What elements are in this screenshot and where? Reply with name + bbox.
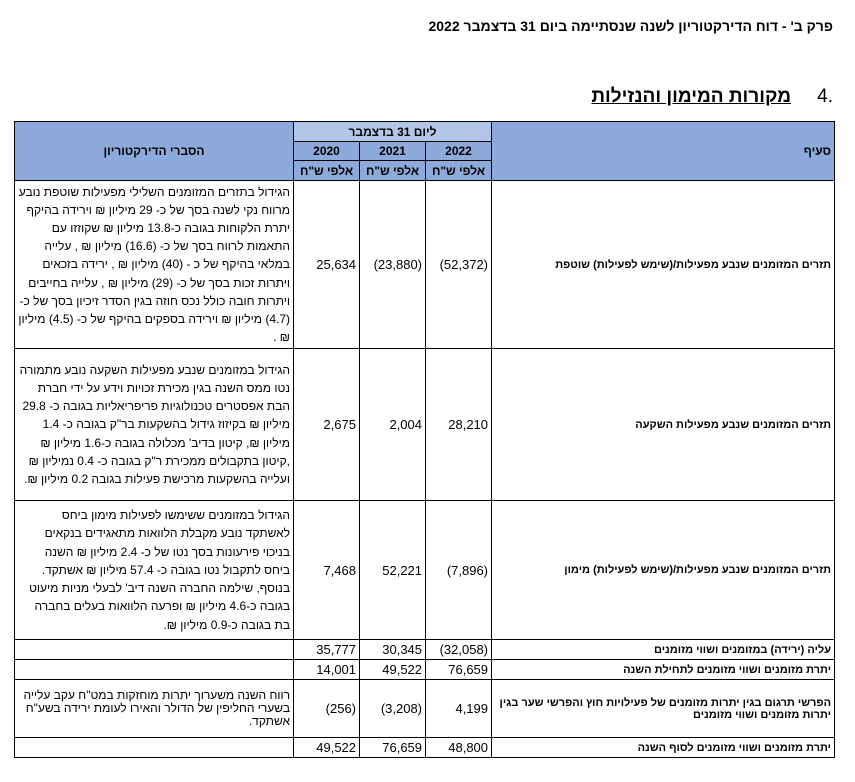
value-2021: 76,659 — [360, 738, 426, 758]
row-label: תזרים המזומנים שנבע מפעילות השקעה — [492, 349, 835, 501]
row-label: הפרשי תרגום בגין יתרות מזומנים של פעילויות חוץ והפרשי שער בגין יתרות מזומנים ושווי מזומנים — [492, 680, 835, 738]
value-2022: 48,800 — [426, 738, 492, 758]
value-2022: 76,659 — [426, 660, 492, 680]
row-explanation: הגידול במזומנים ששימשו לפעילות מימון ביחס לאשתקד נובע מקבלת הלוואות מתאגידים בנקאים בניכוי פירעונות בסך נטו של כ- 2.4 מיליון ₪ השנה ביחס לתקבול נטו בגובה כ- 57.4 מיליון ₪ אשתקד. בנוסף, שילמה החברה השנה דיב' לבעלי מניות מיעוט בגובה כ-4.6 מיליון ₪ ופרעה הלוואות בעלים בחברה בת בגובה כ-0.9 מיליון ₪. — [15, 501, 294, 640]
cash-flow-table — [14, 121, 835, 758]
value-2020: 2,675 — [294, 349, 360, 501]
date-column-header: ליום 31 בדצמבר — [294, 122, 492, 142]
item-column-header: סעיף — [492, 122, 835, 181]
row-explanation — [15, 640, 294, 660]
value-2020: 25,634 — [294, 181, 360, 349]
value-2022: (32,058) — [426, 640, 492, 660]
value-2021: (3,208) — [360, 680, 426, 738]
value-2021: 52,221 — [360, 501, 426, 640]
value-2020: 7,468 — [294, 501, 360, 640]
value-2020: 49,522 — [294, 738, 360, 758]
explain-column-header: הסברי הדירקטוריון — [15, 122, 294, 181]
value-2020: 14,001 — [294, 660, 360, 680]
value-2021: (23,880) — [360, 181, 426, 349]
value-2021: 2,004 — [360, 349, 426, 501]
section-title: מקורות המימון והנזילות — [591, 86, 791, 107]
row-label: תזרים המזומנים שנבע מפעילות/(שימש לפעילות) שוטפת — [492, 181, 835, 349]
value-2022: 4,199 — [426, 680, 492, 738]
table-row — [15, 501, 835, 640]
value-2021: 30,345 — [360, 640, 426, 660]
row-explanation: רווח השנה משערוך יתרות מוחזקות במט"ח עקב עלייה בשערי החליפין של הדולר והאירו לעומת ירידה בשע"ח אשתקד. — [15, 680, 294, 738]
value-2021: 49,522 — [360, 660, 426, 680]
unit-header-2020: אלפי ש"ח — [294, 161, 360, 181]
table-row — [15, 660, 835, 680]
value-2022: (7,896) — [426, 501, 492, 640]
value-2020: (256) — [294, 680, 360, 738]
year-header-2020: 2020 — [294, 142, 360, 161]
page-header: פרק ב' - דוח הדירקטוריון לשנה שנסתיימה ביום 31 בדצמבר 2022 — [428, 18, 833, 34]
row-label: יתרת מזומנים ושווי מזומנים לתחילת השנה — [492, 660, 835, 680]
row-label: עליה (ירידה) במזומנים ושווי מזומנים — [492, 640, 835, 660]
row-label: תזרים המזומנים שנבע מפעילות/(שימש לפעילות) מימון — [492, 501, 835, 640]
row-explanation — [15, 738, 294, 758]
section-number: 4. — [817, 86, 833, 107]
table-row — [15, 680, 835, 738]
row-explanation: הגידול בתזרים המזומנים השלילי מפעילות שוטפת נובע מרווח נקי לשנה בסך של כ- 29 מיליון ₪ וירידה בהיקף יתרת הלקוחות בגובה כ-13.8 מיליון ₪ שקוזזו עם התאמות לרווח בסך של כ- (16.6) מיליון ₪ , עלייה במלאי בהיקף של כ - (40) מיליון ₪ , ירידה בזכאים ויתרות זכות בסך של כ- (29) מיליון ₪ , עלייה בחייבים ויתרות חובה כולל נכס חוזה בגין הסדר זיכיון בסך של כ- (4.7) מיליון ₪ וירידה בספקים בהיקף של כ- (4.5) מיליון ₪ . — [15, 181, 294, 349]
value-2022: 28,210 — [426, 349, 492, 501]
table-row — [15, 738, 835, 758]
year-header-2022: 2022 — [426, 142, 492, 161]
value-2020: 35,777 — [294, 640, 360, 660]
unit-header-2021: אלפי ש"ח — [360, 161, 426, 181]
row-label: יתרת מזומנים ושווי מזומנים לסוף השנה — [492, 738, 835, 758]
table-row — [15, 349, 835, 501]
year-header-2021: 2021 — [360, 142, 426, 161]
unit-header-2022: אלפי ש"ח — [426, 161, 492, 181]
table-row — [15, 640, 835, 660]
row-explanation — [15, 660, 294, 680]
value-2022: (52,372) — [426, 181, 492, 349]
table-row — [15, 181, 835, 349]
row-explanation: הגידול במזומנים שנבע מפעילות השקעה נובע מתמורה נטו ממס השנה בגין מכירת זכויות וידע על ידי חברת הבת אפסטרים טכנולוגיות פריפריאליות בגובה כ- 29.8 מיליון ₪ בקיזוז גידול בהשקעות בר"ק בגובה כ- 1.4 מיליון ₪, קיטון בדיב' מכלולה בגובה כ-1.6 מיליון ₪ ,קיטון בתקבולים ממכירת ר"ק בגובה כ- 0.4 נמיליון ₪ ועלייה בהשקעות מרכישת פעילות בגובה 0.2 מיליון ₪. — [15, 349, 294, 501]
